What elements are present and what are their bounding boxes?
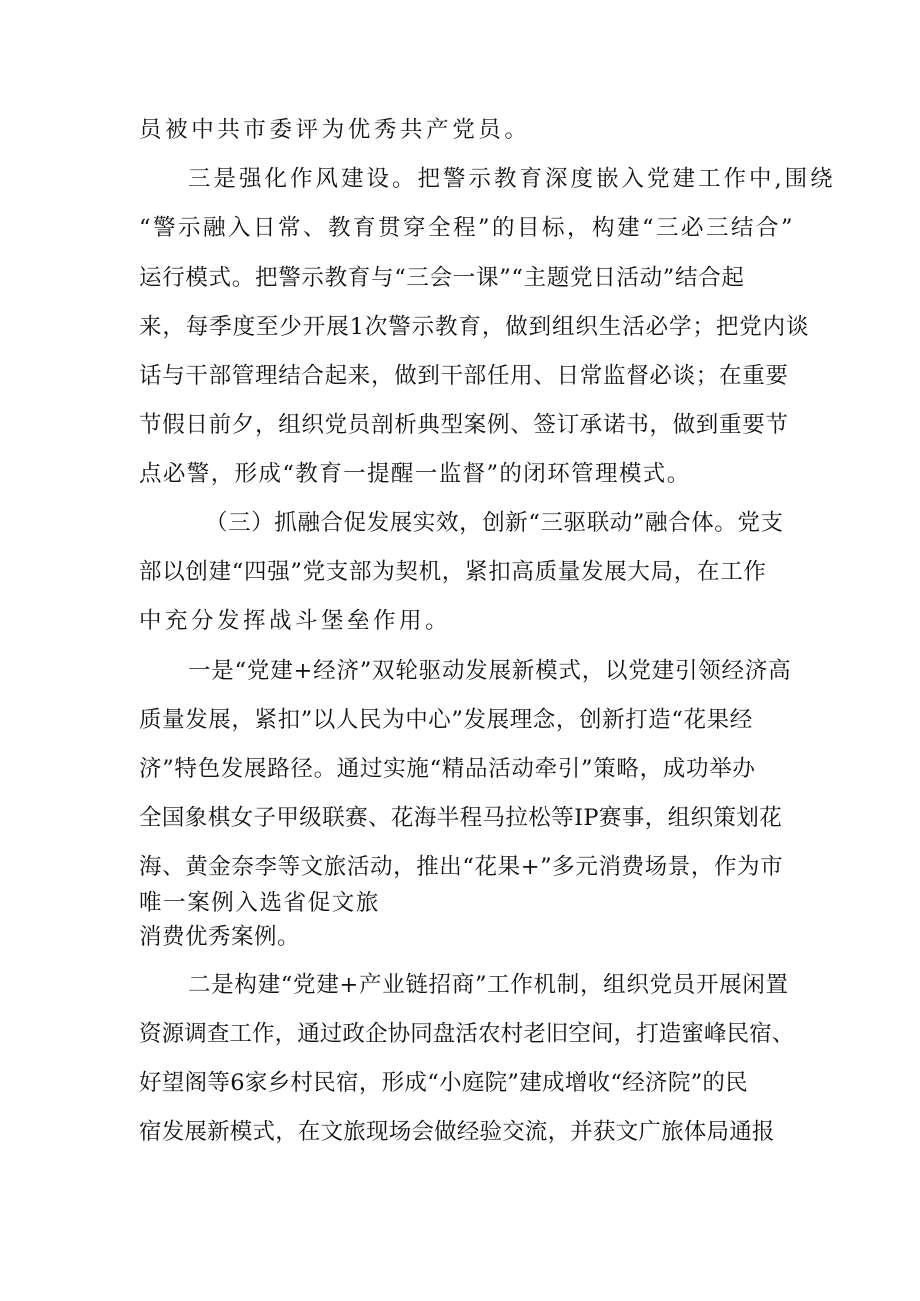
paragraph-line: 节假日前夕，组织党员剖析典型案例、签订承诺书，做到重要节 (139, 412, 789, 438)
paragraph-line: 资源调查工作，通过政企协同盘活农村老旧空间，打造蜜峰民宿、 (139, 1021, 795, 1047)
paragraph-line: 来，每季度至少开展1次警示教育，做到组织生活必学；把党内谈 (139, 314, 810, 340)
paragraph-line: 全国象棋女子甲级联赛、花海半程马拉松等IP赛事，组织策划花 (139, 805, 783, 831)
paragraph-line: 济”特色发展路径。通过实施“精品活动牵引”策略，成功举办 (139, 756, 756, 782)
paragraph-line: 宿发展新模式，在文旅现场会做经验交流，并获文广旅体局通报 (139, 1119, 775, 1145)
paragraph-line: 唯一案例入选省促文旅 (139, 890, 381, 916)
paragraph-line: 消费优秀案例。 (139, 924, 301, 950)
paragraph-line: 部以创建“四强”党支部为契机，紧扣高质量发展大局，在工作 (139, 559, 767, 585)
paragraph-line: 质量发展，紧扣”以人民为中心”发展理念，创新打造“花果经 (139, 707, 753, 733)
paragraph-line: 员被中共市委评为优秀共产党员。 (139, 117, 531, 143)
paragraph-line: 话与干部管理结合起来，做到干部任用、日常监督必谈；在重要 (139, 363, 789, 389)
paragraph-line: 点必警，形成“教育一提醒一监督”的闭环管理模式。 (139, 461, 691, 487)
section-heading-line: （三）抓融合促发展实效，创新“三驱联动”融合体。党支 (205, 510, 784, 536)
paragraph-line: “警示融入日常、教育贯穿全程”的目标，构建“三必三结合” (139, 215, 796, 241)
paragraph-line: 三是强化作风建设。把警示教育深度嵌入党建工作中,围绕 (188, 166, 836, 192)
paragraph-line: 二是构建“党建+产业链招商”工作机制，组织党员开展闲置 (188, 972, 789, 998)
paragraph-line: 好望阁等6家乡村民宿，形成“小庭院”建成增收“经济院”的民 (139, 1070, 749, 1096)
paragraph-line: 一是“党建+经济”双轮驱动发展新模式，以党建引领经济高 (188, 658, 792, 684)
paragraph-line: 中充分发挥战斗堡垒作用。 (139, 608, 452, 634)
paragraph-line: 海、黄金奈李等文旅活动，推出“花果+”多元消费场景，作为市 (139, 854, 784, 880)
paragraph-line: 运行模式。把警示教育与“三会一课”“主题党日活动”结合起 (139, 265, 745, 291)
